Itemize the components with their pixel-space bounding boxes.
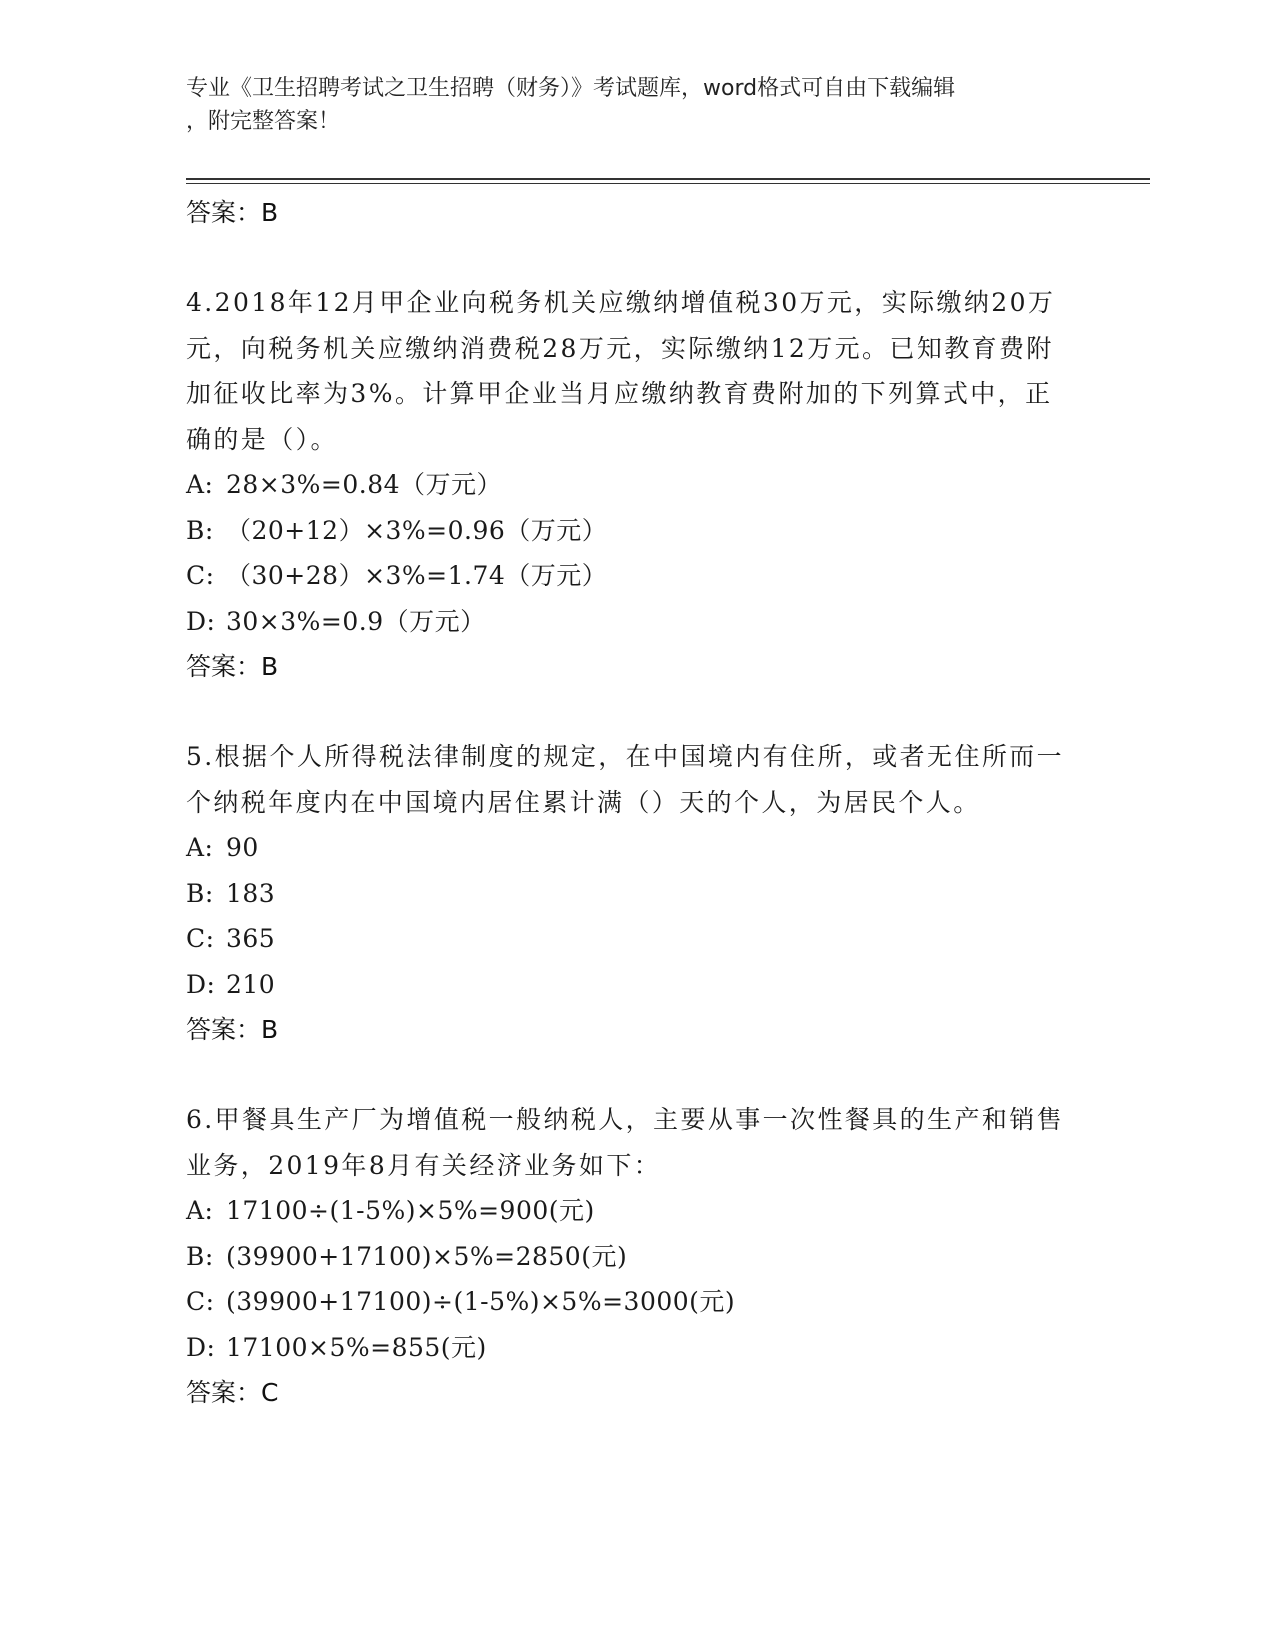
option-c: C: （30+28）×3%=1.74（万元） (186, 561, 608, 590)
option-c: C: (39900+17100)÷(1-5%)×5%=3000(元) (186, 1287, 736, 1316)
answer-line: 答案：C (186, 1378, 279, 1407)
option-a: A: 17100÷(1-5%)×5%=900(元) (186, 1196, 595, 1225)
header-rule-thin (186, 183, 1150, 184)
answer-line: 答案：B (186, 652, 279, 681)
option-d: D: 30×3%=0.9（万元） (186, 606, 486, 636)
option-d: D: 17100×5%=855(元) (186, 1332, 487, 1362)
answer-line: 答案：B (186, 198, 279, 227)
header-rule-thick (186, 178, 1150, 180)
document-body (186, 190, 1076, 1415)
header-line-1: 专业《卫生招聘考试之卫生招聘（财务）》考试题库，word格式可自由下载编辑 (186, 76, 956, 101)
question-5 (186, 734, 1076, 1052)
question-stem: 4.2018年12月甲企业向税务机关应缴纳增值税30万元，实际缴纳20万元，向税务机关应缴纳消费税28万元，实际缴纳12万元。已知教育费附加征收比率为3%。计算甲企业当月应缴纳教育费附加的下列算式中，正确的是（）。 (186, 288, 1056, 454)
answer-line: 答案：B (186, 1015, 279, 1044)
option-d: D: 210 (186, 969, 276, 999)
question-4 (186, 280, 1076, 689)
option-b: B: (39900+17100)×5%=2850(元) (186, 1241, 628, 1271)
question-stem: 6.甲餐具生产厂为增值税一般纳税人，主要从事一次性餐具的生产和销售业务，2019年8月有关经济业务如下： (186, 1105, 1065, 1180)
page-header (186, 72, 1066, 138)
option-b: B: 183 (186, 878, 276, 908)
question-stem: 5.根据个人所得税法律制度的规定，在中国境内有住所，或者无住所而一个纳税年度内在中国境内居住累计满（）天的个人，为居民个人。 (186, 742, 1065, 817)
question-6 (186, 1097, 1076, 1415)
header-line-2: ，附完整答案！ (186, 109, 341, 134)
option-c: C: 365 (186, 924, 276, 953)
option-a: A: 28×3%=0.84（万元） (186, 470, 503, 499)
option-b: B: （20+12）×3%=0.96（万元） (186, 515, 608, 545)
option-a: A: 90 (186, 833, 259, 862)
